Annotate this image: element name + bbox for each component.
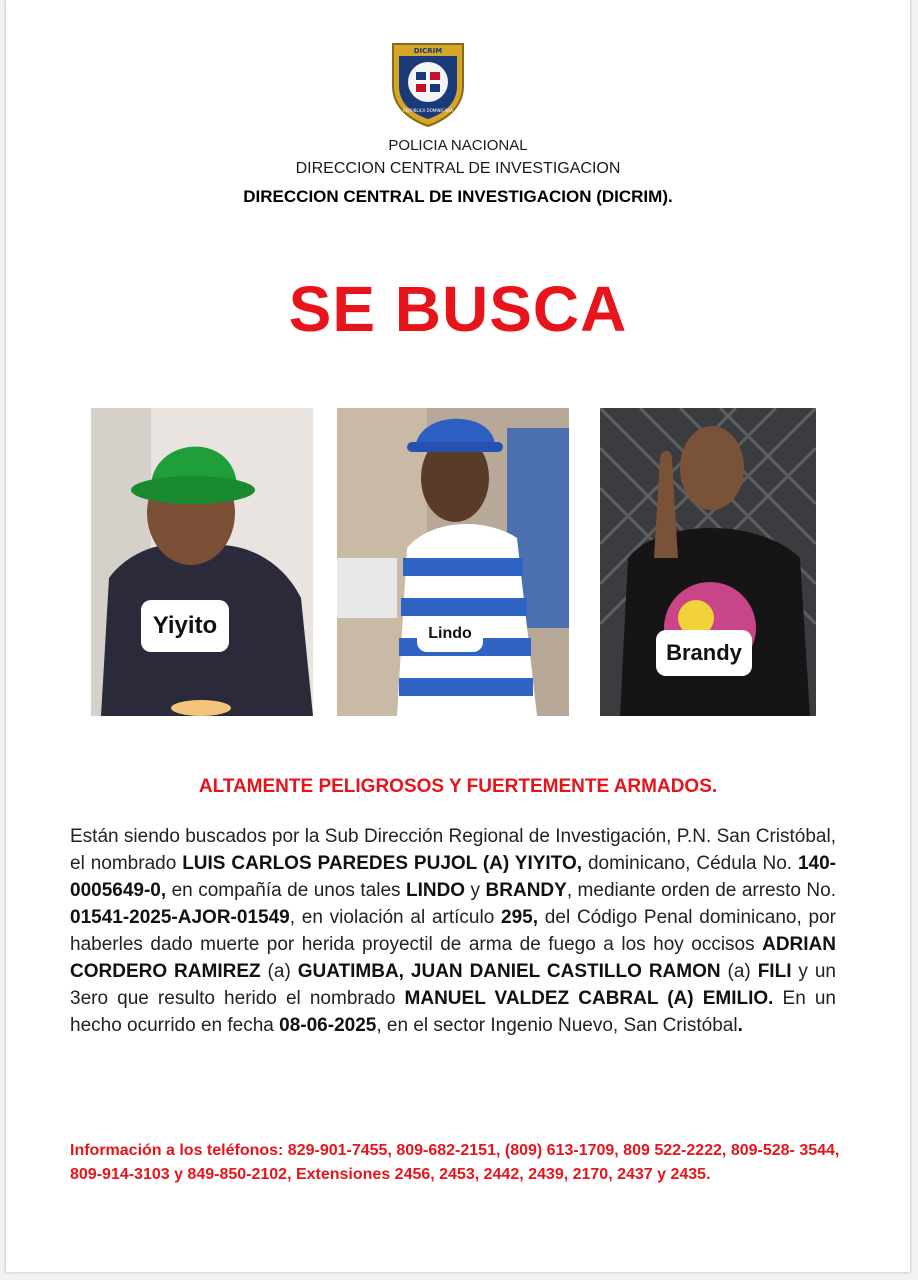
case-description xyxy=(70,823,836,1039)
incident-date: 08-06-2025 xyxy=(279,1015,377,1036)
suspect-photo-brandy xyxy=(600,408,816,716)
arrest-order-number: 01541-2025-AJOR-01549 xyxy=(70,907,290,928)
alias-label-yiyito: Yiyito xyxy=(141,600,229,652)
badge-top-text: DICRIM xyxy=(413,47,443,55)
badge-ring-text: REPUBLICA DOMINICANA xyxy=(403,108,453,113)
body-text-segment: del Código Penal dominicano, por haberles dado muerte por herida proyectil de arma de fuego a los hoy occisos xyxy=(70,907,836,955)
body-text-segment: dominicano, Cédula No. xyxy=(582,853,798,874)
danger-warning: ALTAMENTE PELIGROSOS Y FUERTEMENTE ARMADOS. xyxy=(198,776,718,797)
wanted-headline: SE BUSCA xyxy=(288,273,628,345)
wanted-poster xyxy=(6,0,910,1272)
body-text-segment: y xyxy=(465,880,486,901)
contact-info: Información a los teléfonos: 829-901-7455, 809-682-2151, (809) 613-1709, 809 522-2222, 809-528- 3544, 809-914-3103 y 849-850-2102, Extensiones 2456, 2453, 2442, 2439, 2170, 2437 y 2435. xyxy=(70,1142,840,1183)
suspect-photo-yiyito xyxy=(91,408,313,716)
agency-division-full: DIRECCION CENTRAL DE INVESTIGACION (DICRIM). xyxy=(243,187,673,206)
victim-alias: FILI xyxy=(757,961,792,982)
body-text-segment: , en violación al artículo xyxy=(289,907,502,928)
accomplice-lindo: LINDO xyxy=(405,880,466,901)
body-text-segment: , en el sector Ingenio Nuevo, San Cristóbal xyxy=(376,1015,738,1036)
body-text-segment: , mediante orden de arresto No. xyxy=(566,880,837,901)
alias-label-brandy: Brandy xyxy=(656,630,752,676)
body-text-segment: En un hecho ocurrido en fecha xyxy=(70,988,836,1036)
body-text-end: . xyxy=(737,1015,743,1036)
suspect-main-name: LUIS CARLOS PAREDES PUJOL (A) YIYITO, xyxy=(182,853,583,874)
cedula-number: 140-0005649-0, xyxy=(70,853,837,901)
body-text-segment: en compañía de unos tales xyxy=(166,880,406,901)
alias-label-lindo: Lindo xyxy=(417,616,483,652)
victim-name: ADRIAN CORDERO RAMIREZ xyxy=(70,934,836,982)
body-text-segment: (a) xyxy=(720,961,758,982)
body-text-segment: (a) xyxy=(260,961,298,982)
penal-article: 295, xyxy=(501,907,539,928)
agency-division: DIRECCION CENTRAL DE INVESTIGACION xyxy=(295,160,621,177)
body-text-segment: Están siendo buscados por la Sub Dirección Regional de Investigación, P.N. San Cristóbal, el nombrado xyxy=(70,826,836,874)
victim-name: GUATIMBA, JUAN DANIEL CASTILLO RAMON xyxy=(297,961,721,982)
suspect-photo-lindo xyxy=(337,408,569,716)
dicrim-badge-logo xyxy=(389,40,467,128)
injured-name: MANUEL VALDEZ CABRAL (A) EMILIO. xyxy=(404,988,774,1009)
agency-name: POLICIA NACIONAL xyxy=(388,137,528,154)
body-text-segment: y un 3ero que resulto herido el nombrado xyxy=(70,961,836,1009)
accomplice-brandy: BRANDY xyxy=(485,880,567,901)
